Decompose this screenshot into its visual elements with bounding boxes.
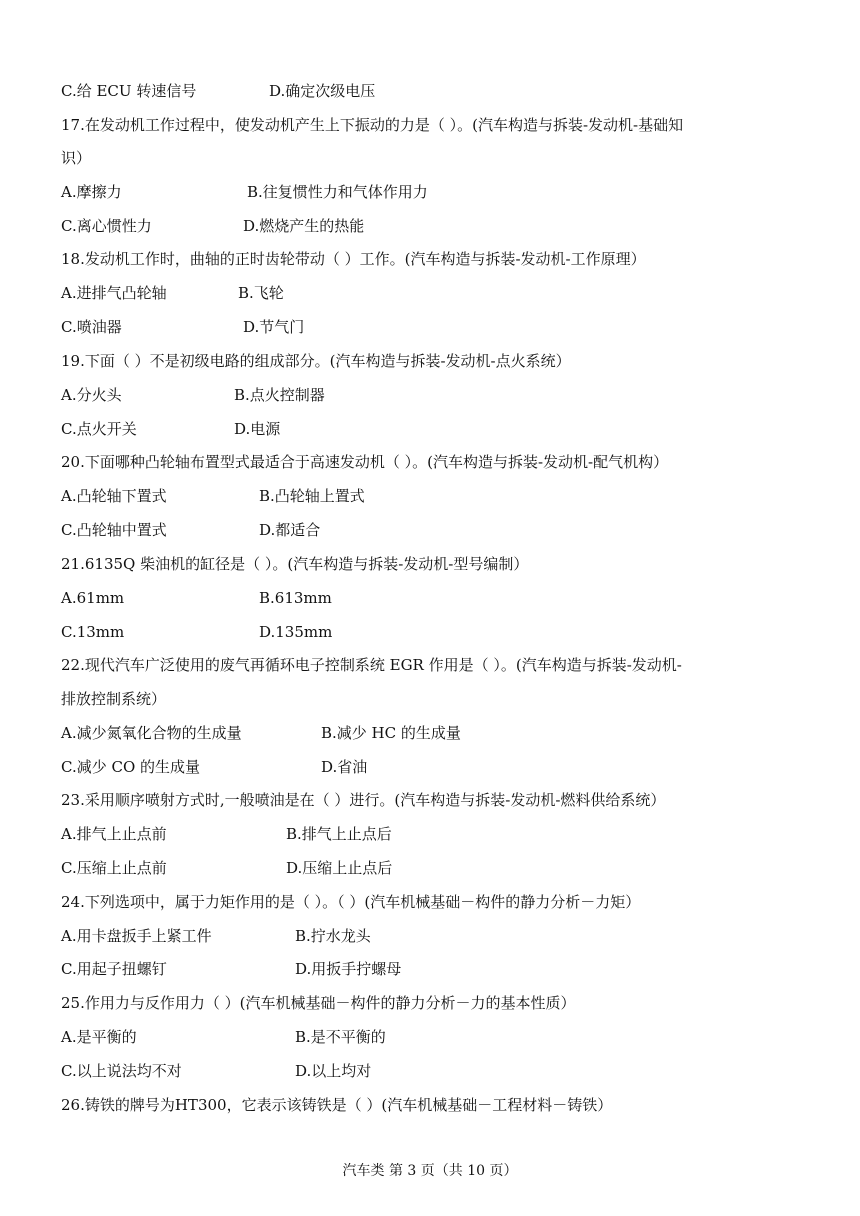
option-d: D.确定次级电压 [269,82,376,100]
option-a: A.摩擦力 [61,183,122,201]
option-a: A.凸轮轴下置式 [61,487,167,505]
option-row [61,1026,801,1048]
option-a: A.减少氮氧化合物的生成量 [61,724,242,742]
option-c: C.减少 CO 的生成量 [61,758,201,776]
option-c: C.点火开关 [61,420,137,438]
option-c: C.喷油器 [61,318,122,336]
option-row [61,587,801,609]
option-row [61,722,801,744]
option-b: B.613mm [259,589,332,607]
option-a: A.用卡盘扳手上紧工件 [61,927,212,945]
option-row [61,1060,801,1082]
option-row [61,80,801,102]
option-row [61,756,801,778]
option-b: B.往复惯性力和气体作用力 [247,183,428,201]
question-22-cont: 排放控制系统） [61,690,167,708]
option-d: D.都适合 [259,521,321,539]
question-19: 19.下面（ ）不是初级电路的组成部分。(汽车构造与拆装-发动机-点火系统） [61,352,571,370]
option-b: B.排气上止点后 [286,825,392,843]
option-c: C.离心惯性力 [61,217,152,235]
option-b: B.点火控制器 [234,386,325,404]
option-b: B.是不平衡的 [295,1028,386,1046]
option-row [61,181,801,203]
question-23: 23.采用顺序喷射方式时,一般喷油是在（ ）进行。(汽车构造与拆装-发动机-燃料供给系统） [61,791,666,809]
question-17: 17.在发动机工作过程中，使发动机产生上下振动的力是（ ）。(汽车构造与拆装-发动机-基础知 [61,116,684,134]
question-24: 24.下列选项中，属于力矩作用的是（ ）。（ ）(汽车机械基础－构件的静力分析－力矩） [61,893,641,911]
option-c: C.13mm [61,623,125,641]
option-b: B.凸轮轴上置式 [259,487,365,505]
option-d: D.节气门 [243,318,305,336]
option-row [61,282,801,304]
question-18: 18.发动机工作时，曲轴的正时齿轮带动（ ）工作。(汽车构造与拆装-发动机-工作原理） [61,250,646,268]
option-row [61,958,801,980]
option-d: D.省油 [321,758,368,776]
option-d: D.电源 [234,420,281,438]
option-d: D.压缩上止点后 [286,859,393,877]
option-a: A.进排气凸轮轴 [61,284,167,302]
option-row [61,621,801,643]
option-b: B.飞轮 [238,284,284,302]
question-17-cont: 识） [61,149,92,167]
question-20: 20.下面哪种凸轮轴布置型式最适合于高速发动机（ ）。(汽车构造与拆装-发动机-配气机构） [61,453,669,471]
option-d: D.燃烧产生的热能 [243,217,365,235]
option-a: A.排气上止点前 [61,825,167,843]
option-a: A.分火头 [61,386,122,404]
option-row [61,485,801,507]
option-b: B.拧水龙头 [295,927,371,945]
question-26: 26.铸铁的牌号为HT300，它表示该铸铁是（ ）(汽车机械基础－工程材料－铸铁） [61,1096,613,1114]
option-row [61,823,801,845]
option-row [61,215,801,237]
question-25: 25.作用力与反作用力（ ）(汽车机械基础－构件的静力分析－力的基本性质） [61,994,576,1012]
option-c: C.用起子扭螺钉 [61,960,167,978]
option-row [61,384,801,406]
option-b: B.减少 HC 的生成量 [321,724,461,742]
option-c: C.凸轮轴中置式 [61,521,167,539]
option-row [61,316,801,338]
question-21: 21.6135Q 柴油机的缸径是（ ）。(汽车构造与拆装-发动机-型号编制） [61,555,529,573]
option-a: A.61mm [61,589,125,607]
option-row [61,857,801,879]
option-a: A.是平衡的 [61,1028,137,1046]
option-row [61,519,801,541]
page-footer: 汽车类 第 3 页（共 10 页） [342,1163,518,1179]
option-d: D.135mm [259,623,333,641]
option-row [61,925,801,947]
question-22: 22.现代汽车广泛使用的废气再循环电子控制系统 EGR 作用是（ ）。(汽车构造与拆装-发动机- [61,656,682,674]
option-d: D.用扳手拧螺母 [295,960,402,978]
option-c: C.以上说法均不对 [61,1062,182,1080]
option-c: C.压缩上止点前 [61,859,167,877]
option-d: D.以上均对 [295,1062,372,1080]
option-row [61,418,801,440]
option-c: C.给 ECU 转速信号 [61,82,197,100]
